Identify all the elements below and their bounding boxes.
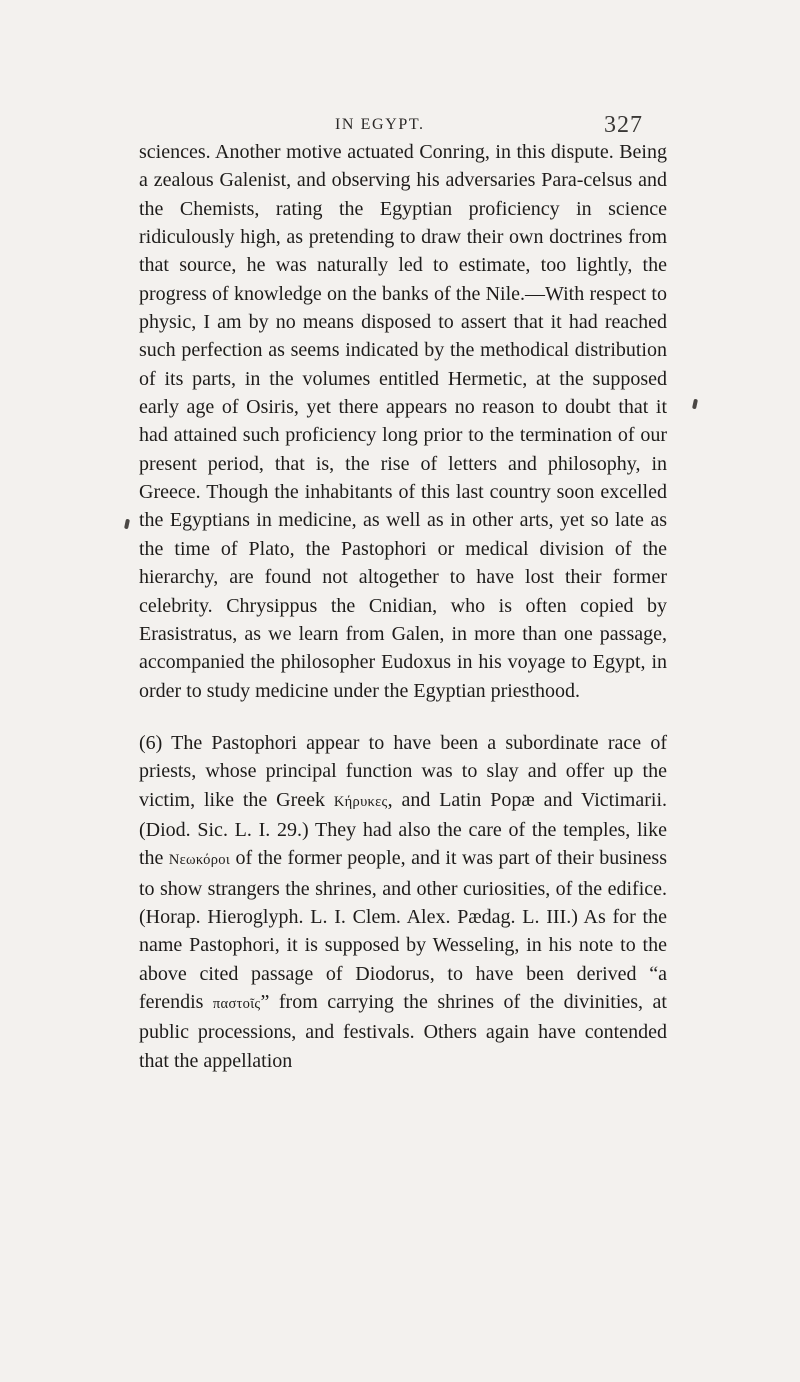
text-segment: (6) The Pastophori appear to have been a subordinate race of priests, whose principal function was to slay and offer up the victim, like the Greek bbox=[139, 731, 667, 811]
paragraph-note-6 bbox=[139, 729, 667, 1075]
running-head: IN EGYPT. bbox=[335, 116, 425, 133]
greek-word-kerykes: Κήρυκες bbox=[333, 793, 388, 810]
paragraph-continuation bbox=[139, 138, 667, 705]
greek-word-neokoroi: Νεωκόροι bbox=[168, 852, 231, 869]
page-number: 327 bbox=[604, 112, 643, 138]
text-segment: sciences. Another motive actuated Conring, in this dispute. Being a zealous Galenist, and observing his adversaries Para-celsus and the Chemists, rating the Egyptian proficiency in science ridiculously high, as pretending to draw their own doctrines from that source, he was naturally led to estimate, too lightly, the progress of knowledge on the banks of the Nile.—With respect to physic, I am by no means disposed to assert that it had reached such perfection as seems indicated by the methodical distribution of its parts, in the volumes entitled Hermetic, at the supposed early age of Osiris, yet there appears no reason to doubt that it had attained such proficiency long prior to the termination of our present period, that is, the rise of letters and philosophy, in Greece. Though the inhabitants of this last country soon excelled the Egyptians in medicine, as well as in other arts, yet so late as the time of Plato, the Pastophori or medical division of the hierarchy, are found not altogether to have lost their former celebrity. Chrysippus the Cnidian, who is often copied by Erasistratus, as we learn from Galen, in more than one passage, accompanied the philosopher Eudoxus in his voyage to Egypt, in order to study medicine under the Egyptian priesthood. bbox=[139, 141, 667, 702]
text-segment: , and Latin Popæ and Victimarii. (Diod. Sic. L. I. 29.) They had also the care of the temples, like the bbox=[139, 788, 668, 870]
margin-speck bbox=[124, 519, 130, 530]
body-text bbox=[139, 138, 667, 1075]
page-header bbox=[0, 94, 800, 138]
margin-speck bbox=[692, 399, 698, 410]
greek-word-pastois: παστοῖς bbox=[212, 995, 261, 1012]
text-segment: ” from carrying the shrines of the divinities, at public processions, and festivals. Others again have contended that the appellation bbox=[139, 990, 667, 1072]
text-segment: of the former people, and it was part of their business to show strangers the shrines, and other curiosities, of the edifice. (Horap. Hieroglyph. L. I. Clem. Alex. Pædag. L. III.) As for the name Pastophori, it is supposed by Wesseling, in his note to the above cited passage of Diodorus, to have been derived “a ferendis bbox=[139, 847, 668, 1013]
